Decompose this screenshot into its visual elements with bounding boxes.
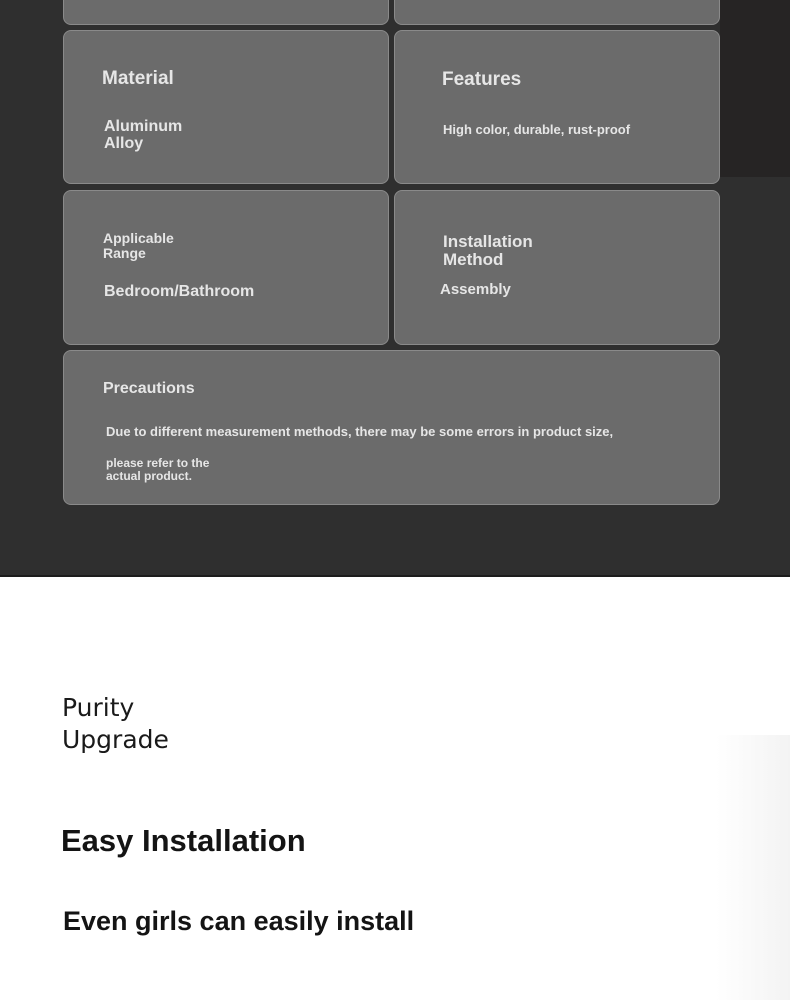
panel-edge — [720, 0, 790, 177]
precautions-title: Precautions — [103, 380, 195, 397]
subheadline: Even girls can easily install — [63, 906, 415, 936]
material-value: Aluminum Alloy — [104, 118, 183, 152]
headline: Easy Installation — [61, 823, 306, 858]
precautions-text-line1: Due to different measurement methods, there may be some errors in product size, — [106, 424, 614, 439]
applicable-range-title: Applicable Range — [103, 230, 174, 261]
applicable-range-card — [63, 190, 389, 345]
features-card — [394, 30, 720, 184]
tagline: Purity Upgrade — [62, 693, 169, 754]
decorative-strip — [716, 735, 790, 1000]
material-card — [63, 30, 389, 184]
divider — [0, 575, 790, 577]
installation-method-title: Installation Method — [443, 232, 533, 269]
material-title: Material — [102, 68, 174, 89]
precautions-text-line2: please refer to the actual product. — [106, 456, 210, 483]
precautions-card — [63, 350, 720, 505]
applicable-range-value: Bedroom/Bathroom — [104, 283, 255, 300]
card-stub-right — [394, 0, 720, 25]
features-title: Features — [442, 69, 522, 90]
installation-method-value: Assembly — [440, 281, 511, 298]
installation-method-card — [394, 190, 720, 345]
card-stub-left — [63, 0, 389, 25]
features-value: High color, durable, rust-proof — [443, 122, 631, 137]
